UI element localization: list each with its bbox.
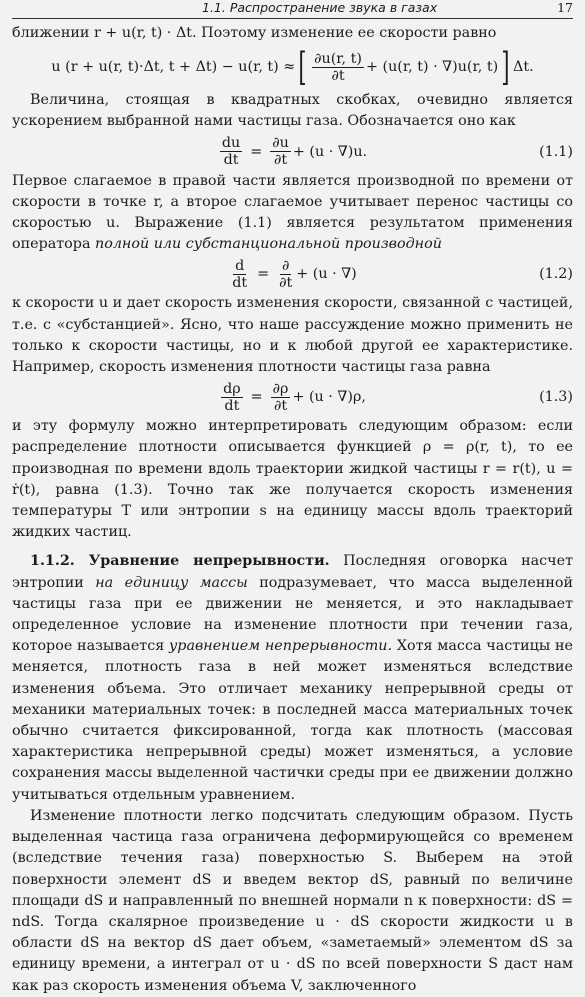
intro-line: ближении r + u(r, t) · Δt. Поэтому изменение ее скорости равно <box>12 25 497 41</box>
equation-1-2 <box>12 255 573 293</box>
paragraph-density: Изменение плотности легко подсчитать следующим образом. Пусть выделенная частица газа ограничена деформирующейся со временем (вследствие течения газа) поверхностью S. Выберем на этой поверхности элемент dS и введем вектор dS, равный по величине площади dS и направленный по внешней нормали n к поверхности: dS = ndS. Тогда скалярное произведение u · dS скорости жидкости u в области dS на вектор dS дает объем, «заметаемый» элементом dS за единицу времени, а интеграл от u · dS по всей поверхности S даст нам как раз скорость изменения объема V, заключенного <box>12 807 573 994</box>
first-term-text: Первое слагаемое в правой части является производной по времени от скорости в точке r, а второе слагаемое учитывает перенос частицы со скоростью u. Выражение (1.1) является результатом применения оператора <box>12 172 573 253</box>
eq12-rhs-den: ∂t <box>279 274 293 291</box>
eq13-rhs-fraction <box>271 381 291 414</box>
eq-acc-num: ∂u(r, t) <box>314 50 362 67</box>
section-text-b: подразумевает, что масса выделенной частицы газа при ее движении не меняется, и это накладывает определенное условие на изменение плотности при течении газа, которое называется <box>12 574 574 655</box>
eq13-lhs-num: dρ <box>223 380 241 397</box>
eq11-rhs-fraction <box>270 135 291 168</box>
left-bracket: [ <box>298 45 307 90</box>
eq11-rhs-tail: + (u · ∇)u. <box>292 143 368 160</box>
section-text-c: Хотя масса частицы не меняется, плотность газа в ней может изменяться вследствие изменения объема. Это отличает механику непрерывной среды от механики материальных точек: в последней масса материальных точек обычно считается фиксированной, тогда как плотность (массовая характеристика непрерывной среды) может изменяться, а условие сохранения массы выделенной частички среды при ее движении должно учитываться отдельным уравнением. <box>12 638 573 803</box>
section-italic-a: на единицу массы <box>95 574 248 591</box>
running-title: 1.1. Распространение звука в газах <box>202 0 438 15</box>
eq11-lhs-num: du <box>221 135 241 152</box>
eq-acc-rhs: + (u(r, t) · ∇)u(r, t) <box>365 59 499 76</box>
eq13-equals: = <box>250 389 263 406</box>
first-term-italic: полной или субстанциональной производной <box>95 236 442 253</box>
right-bracket: ] <box>501 45 510 90</box>
section-continuity <box>12 551 573 805</box>
paragraph-first-term <box>12 171 573 256</box>
eq11-rhs-num: ∂u <box>272 135 289 152</box>
eq13-rhs-num: ∂ρ <box>272 380 289 397</box>
eq12-lhs-fraction <box>230 258 249 291</box>
eq-acc-fraction <box>312 51 364 84</box>
eq12-rhs-tail: + (u · ∇) <box>296 266 357 283</box>
eq13-lhs-den: dt <box>224 397 240 414</box>
eq-acc-lhs: u (r + u(r, t)·Δt, t + Δt) − u(r, t) ≈ <box>51 59 296 76</box>
eq13-lhs-fraction <box>221 381 243 414</box>
page-header <box>12 0 573 19</box>
page-number: 17 <box>557 0 573 15</box>
eq12-lhs-den: dt <box>232 274 248 291</box>
eq-acc-suffix: Δt. <box>513 59 534 76</box>
eq12-rhs-fraction <box>277 258 294 291</box>
eq12-equals: = <box>257 266 270 283</box>
eq11-equals: = <box>250 143 263 160</box>
eq11-rhs-den: ∂t <box>273 152 288 169</box>
eq12-rhs-num: ∂ <box>281 257 290 274</box>
paragraph-substance: к скорости u и дает скорость изменения скорости, связанной с частицей, т.е. с «субстанцией». Ясно, что наше рассуждение можно применить не только к скорости частицы, но и к любой другой ее характеристике. Например, скорость изменения плотности частицы газа равна <box>12 295 573 376</box>
equation-1-3 <box>12 378 573 416</box>
equation-1-1 <box>12 133 573 171</box>
eq13-number: (1.3) <box>539 389 573 406</box>
section-italic-b: уравнением непрерывности. <box>169 638 393 655</box>
eq11-lhs-fraction <box>220 135 242 168</box>
eq13-rhs-den: ∂t <box>273 397 288 414</box>
eq13-rhs-tail: + (u · ∇)ρ, <box>292 389 366 406</box>
section-heading: 1.1.2. Уравнение непрерывности. <box>30 553 330 570</box>
paragraph-bracket: Величина, стоящая в квадратных скобках, очевидно является ускорением выбранной нами частицы газа. Обозначается оно как <box>12 92 573 130</box>
eq-acc-den: ∂t <box>331 67 345 84</box>
eq12-lhs-num: d <box>235 257 245 274</box>
eq11-lhs-den: dt <box>223 152 239 169</box>
paragraph-interpret: и эту формулу можно интерпретировать следующим образом: если распределение плотности описывается функцией ρ = ρ(r, t), то ее производная по времени вдоль траектории жидкой частицы r = r(t), u = ṙ(t), равна (1.3). Точно так же получается скорость изменения температуры T или энтропии s на единицу массы вдоль траекторий жидких частиц. <box>12 418 573 541</box>
eq11-number: (1.1) <box>539 143 573 160</box>
eq12-number: (1.2) <box>539 266 573 283</box>
section-text-a: Последняя оговорка насчет энтропии <box>12 553 573 591</box>
equation-acceleration <box>12 44 573 90</box>
